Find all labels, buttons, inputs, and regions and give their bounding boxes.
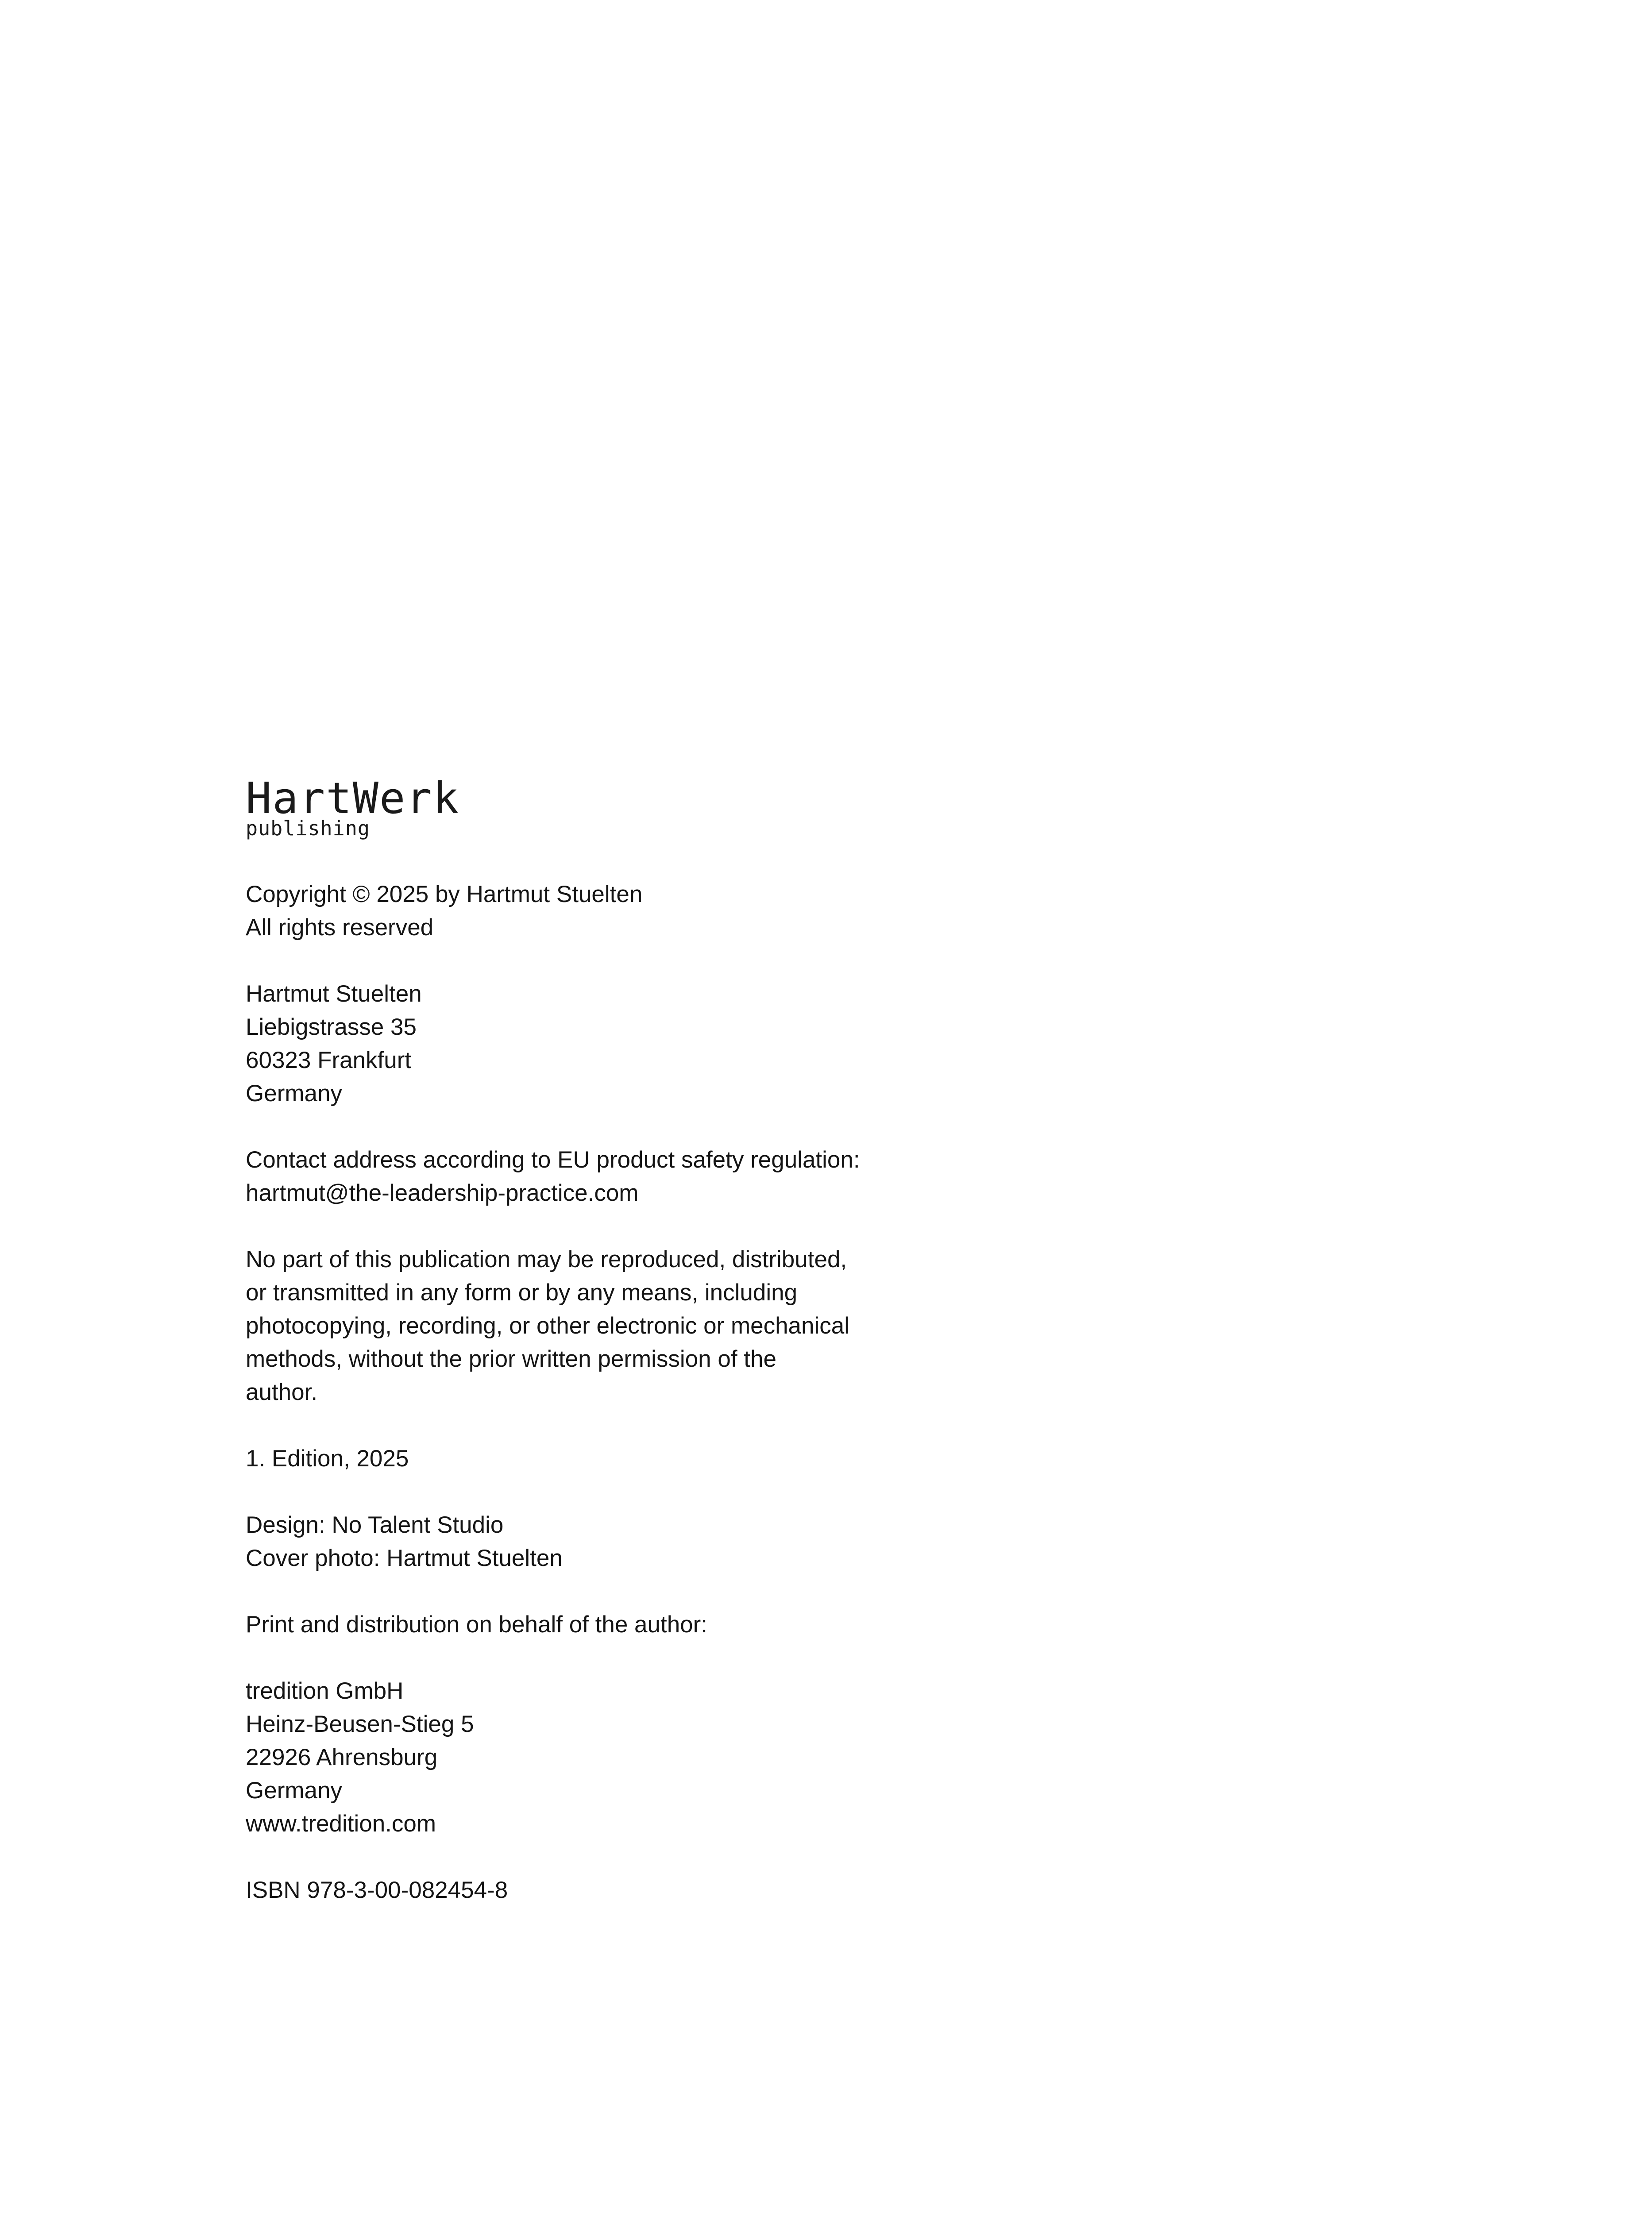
notice-line: or transmitted in any form or by any means, including	[246, 1280, 798, 1306]
publisher-logo-subline: publishing	[246, 817, 370, 840]
distribution-label: Print and distribution on behalf of the author:	[246, 1612, 708, 1638]
edition-block	[246, 1442, 954, 1475]
author-name: Hartmut Stuelten	[246, 981, 422, 1007]
copyright-line: Copyright © 2025 by Hartmut Stuelten	[246, 881, 643, 907]
author-city: 60323 Frankfurt	[246, 1047, 412, 1073]
printer-city: 22926 Ahrensburg	[246, 1744, 438, 1770]
imprint-block	[246, 773, 954, 1940]
isbn-line: ISBN 978-3-00-082454-8	[246, 1877, 508, 1903]
publisher-logo	[246, 773, 954, 840]
author-country: Germany	[246, 1080, 342, 1106]
printer-address-block	[246, 1674, 954, 1840]
rights-notice-block	[246, 1243, 954, 1409]
notice-line: author.	[246, 1379, 318, 1405]
contact-block	[246, 1143, 954, 1210]
isbn-block	[246, 1874, 954, 1907]
contact-email: hartmut@the-leadership-practice.com	[246, 1180, 639, 1206]
design-credit: Design: No Talent Studio	[246, 1512, 504, 1538]
printer-country: Germany	[246, 1777, 342, 1804]
contact-label: Contact address according to EU product safety regulation:	[246, 1147, 860, 1173]
edition-line: 1. Edition, 2025	[246, 1446, 409, 1472]
copyright-block	[246, 878, 954, 944]
printer-street: Heinz-Beusen-Stieg 5	[246, 1711, 474, 1737]
printer-name: tredition GmbH	[246, 1678, 404, 1704]
author-street: Liebigstrasse 35	[246, 1014, 417, 1040]
cover-photo-credit: Cover photo: Hartmut Stuelten	[246, 1545, 563, 1571]
publisher-logo-name: HartWerk	[246, 773, 460, 823]
notice-line: No part of this publication may be reproduced, distributed,	[246, 1246, 847, 1272]
rights-line: All rights reserved	[246, 914, 434, 941]
printer-website: www.tredition.com	[246, 1811, 436, 1837]
notice-line: photocopying, recording, or other electronic or mechanical	[246, 1313, 850, 1339]
notice-line: methods, without the prior written permission of the	[246, 1346, 776, 1372]
author-address-block	[246, 977, 954, 1110]
imprint-text	[246, 878, 954, 1907]
distribution-block	[246, 1608, 954, 1641]
credits-block	[246, 1508, 954, 1575]
